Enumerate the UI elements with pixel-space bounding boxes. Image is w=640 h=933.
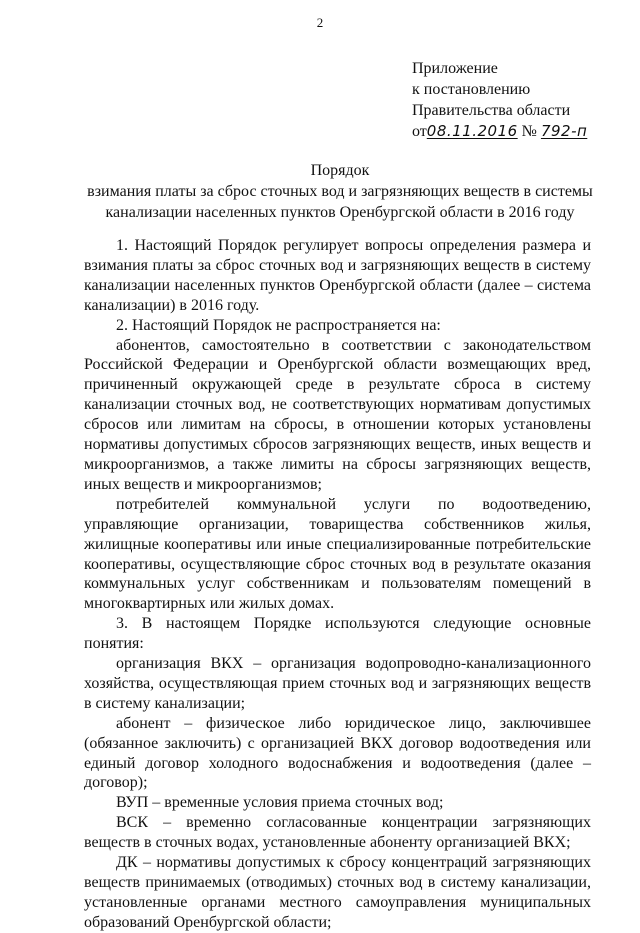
appendix-line-2: к постановлению	[412, 81, 531, 98]
document-title	[60, 160, 620, 223]
paragraph-8: ВУП – временные условия приема сточных вод;	[116, 794, 444, 812]
appendix-line-3: Правительства области	[412, 102, 571, 119]
appendix-line-1: Приложение	[412, 60, 498, 77]
paragraph-4: потребителей коммунальной услуги по водоотведению, управляющие организации, товарищества собственников жилья, жилищные кооперативы или иные специализированные потребительские кооперативы, осуществляющие сброс сточных вод в результате оказания коммунальных услуг собственникам и пользователям помещений в многоквартирных или жилых домах.	[84, 495, 591, 613]
paragraph-5: 3. В настоящем Порядке используются следующие основные понятия:	[84, 615, 591, 653]
number-sign: №	[521, 123, 537, 140]
title-heading: Порядок	[310, 162, 370, 179]
title-line-2: канализации населенных пунктов Оренбургской области в 2016 году	[105, 204, 575, 221]
appendix-date-line	[412, 121, 587, 142]
appendix-block	[412, 58, 587, 142]
paragraph-6: организация ВКХ – организация водопроводно-канализационного хозяйства, осуществляющая прием сточных вод и загрязняющих веществ в систему канализации;	[84, 655, 591, 712]
paragraph-10: ДК – нормативы допустимых к сбросу концентраций загрязняющих веществ принимаемых (отводимых) сточных вод в систему канализации, установленные органами местного самоуправления муниципальных образований Оренбургской области;	[84, 854, 591, 931]
document-body	[84, 236, 591, 933]
page-number: 2	[316, 15, 324, 30]
handwritten-date: 08.11.2016	[426, 122, 518, 140]
paragraph-9: ВСК – временно согласованные концентрации загрязняющих веществ в сточных водах, установленные абоненту организацией ВКХ;	[84, 814, 591, 852]
paragraph-7: абонент – физическое либо юридическое лицо, заключившее (обязанное заключить) с организацией ВКХ договор водоотведения или единый договор холодного водоснабжения и водоотведения (далее – договор);	[84, 714, 591, 792]
title-line-1: взимания платы за сброс сточных вод и загрязняющих веществ в системы	[87, 183, 593, 200]
paragraph-2: 2. Настоящий Порядок не распространяется на:	[116, 316, 441, 334]
handwritten-number: 792-п	[540, 122, 588, 140]
date-prefix: от	[412, 123, 427, 140]
paragraph-1: 1. Настоящий Порядок регулирует вопросы определения размера и взимания платы за сброс сточных вод и загрязняющих веществ в систему канализации населенных пунктов Оренбургской области (далее – система канализации) в 2016 году.	[84, 237, 591, 314]
paragraph-3: абонентов, самостоятельно в соответствии с законодательством Российской Федерации и Оренбургской области возмещающих вред, причиненный окружающей среде в результате сброса в систему канализации сточных вод, не соответствующих нормативам допустимых сбросов или лимитам на сбросы, в отношении которых установлены нормативы допустимых сбросов загрязняющих веществ, иных веществ и микроорганизмов, а также лимиты на сбросы загрязняющих веществ, иных веществ и микроорганизмов;	[84, 336, 591, 493]
